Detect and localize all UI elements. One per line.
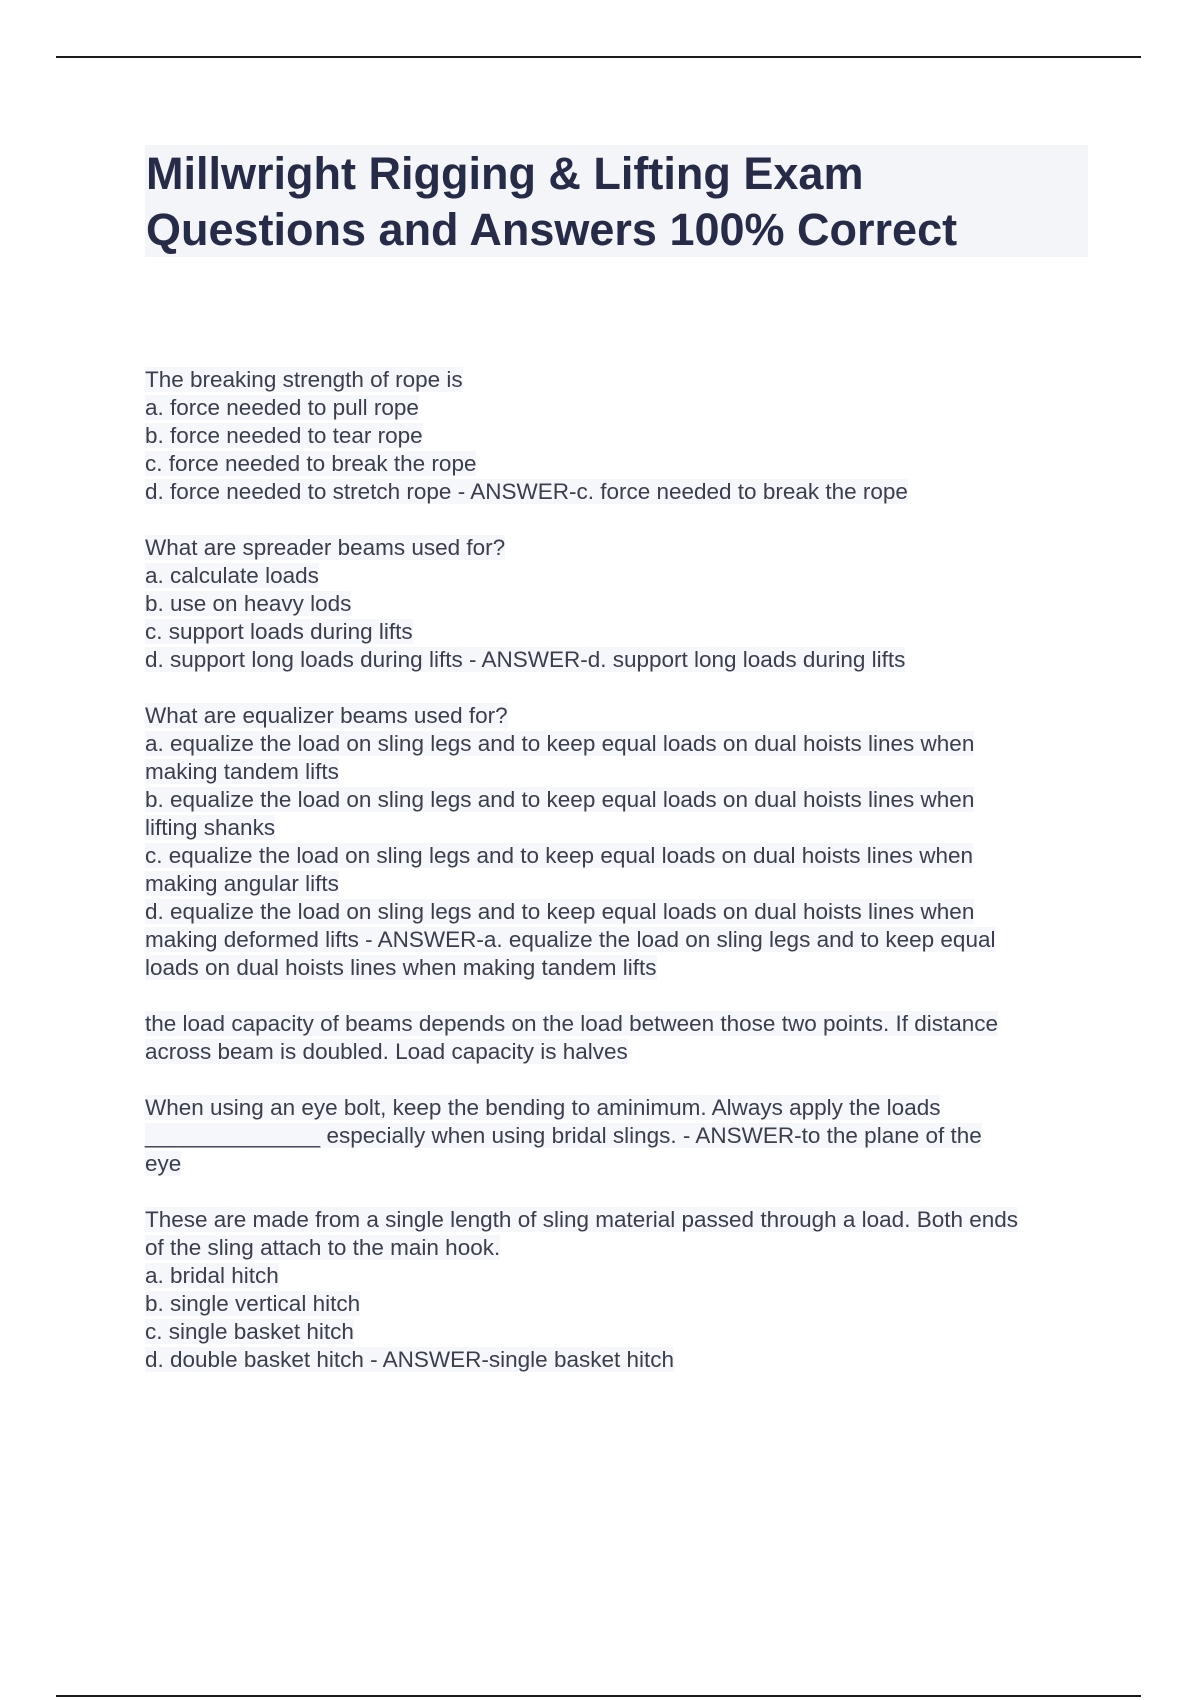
question-text: ______________ especially when using bridal slings. - ANSWER-to the plane of the	[145, 1123, 982, 1148]
question-text: The breaking strength of rope is	[145, 367, 463, 392]
question-line	[145, 422, 1090, 450]
question-line	[145, 702, 1090, 730]
question-text: of the sling attach to the main hook.	[145, 1235, 501, 1260]
question-text: d. force needed to stretch rope - ANSWER-c. force needed to break the rope	[145, 479, 908, 504]
document-title	[146, 146, 957, 258]
question-line	[145, 1206, 1090, 1234]
question-text: When using an eye bolt, keep the bending to aminimum. Always apply the loads	[145, 1095, 941, 1120]
question-text: What are equalizer beams used for?	[145, 703, 508, 728]
question-text: lifting shanks	[145, 815, 276, 840]
question-text: c. support loads during lifts	[145, 619, 413, 644]
question-line	[145, 1234, 1090, 1262]
question-text: d. double basket hitch - ANSWER-single basket hitch	[145, 1347, 675, 1372]
question-text: d. equalize the load on sling legs and to keep equal loads on dual hoists lines when	[145, 899, 975, 924]
title-line-2: Questions and Answers 100% Correct	[146, 204, 958, 255]
question-line	[145, 758, 1090, 786]
question-text: b. force needed to tear rope	[145, 423, 423, 448]
question-line	[145, 394, 1090, 422]
question-line	[145, 366, 1090, 394]
question-block	[145, 366, 1090, 506]
title-line-1: Millwright Rigging & Lifting Exam	[146, 148, 864, 199]
question-text: across beam is doubled. Load capacity is halves	[145, 1039, 628, 1064]
question-block	[145, 534, 1090, 674]
question-text: c. force needed to break the rope	[145, 451, 477, 476]
question-line	[145, 1150, 1090, 1178]
question-block	[145, 1206, 1090, 1374]
question-line	[145, 1346, 1090, 1374]
question-text: a. calculate loads	[145, 563, 319, 588]
question-list	[145, 366, 1090, 1402]
question-text: making tandem lifts	[145, 759, 339, 784]
question-text: making deformed lifts - ANSWER-a. equalize the load on sling legs and to keep equal	[145, 927, 996, 952]
question-line	[145, 926, 1090, 954]
question-text: b. single vertical hitch	[145, 1291, 361, 1316]
question-line	[145, 1094, 1090, 1122]
question-line	[145, 786, 1090, 814]
question-text: c. single basket hitch	[145, 1319, 354, 1344]
question-text: These are made from a single length of sling material passed through a load. Both ends	[145, 1207, 1019, 1232]
question-line	[145, 534, 1090, 562]
question-line	[145, 954, 1090, 982]
question-line	[145, 898, 1090, 926]
question-text: the load capacity of beams depends on the load between those two points. If distance	[145, 1011, 999, 1036]
question-text: making angular lifts	[145, 871, 339, 896]
question-text: loads on dual hoists lines when making tandem lifts	[145, 955, 657, 980]
question-line	[145, 842, 1090, 870]
question-text: b. equalize the load on sling legs and to keep equal loads on dual hoists lines when	[145, 787, 975, 812]
question-text: c. equalize the load on sling legs and to keep equal loads on dual hoists lines when	[145, 843, 974, 868]
question-line	[145, 1122, 1090, 1150]
question-text: What are spreader beams used for?	[145, 535, 506, 560]
question-line	[145, 814, 1090, 842]
question-block	[145, 1094, 1090, 1178]
question-line	[145, 870, 1090, 898]
question-line	[145, 1038, 1090, 1066]
question-line	[145, 1290, 1090, 1318]
question-block	[145, 702, 1090, 982]
question-line	[145, 478, 1090, 506]
top-rule	[56, 56, 1141, 58]
question-line	[145, 590, 1090, 618]
question-text: a. force needed to pull rope	[145, 395, 419, 420]
bottom-rule	[56, 1695, 1141, 1697]
question-block	[145, 1010, 1090, 1066]
question-line	[145, 1262, 1090, 1290]
question-line	[145, 618, 1090, 646]
question-text: d. support long loads during lifts - ANSWER-d. support long loads during lifts	[145, 647, 906, 672]
question-text: b. use on heavy lods	[145, 591, 352, 616]
question-line	[145, 646, 1090, 674]
question-text: a. equalize the load on sling legs and to keep equal loads on dual hoists lines when	[145, 731, 975, 756]
question-text: a. bridal hitch	[145, 1263, 279, 1288]
question-line	[145, 1318, 1090, 1346]
question-line	[145, 1010, 1090, 1038]
question-line	[145, 562, 1090, 590]
question-line	[145, 450, 1090, 478]
question-line	[145, 730, 1090, 758]
question-text: eye	[145, 1151, 182, 1176]
